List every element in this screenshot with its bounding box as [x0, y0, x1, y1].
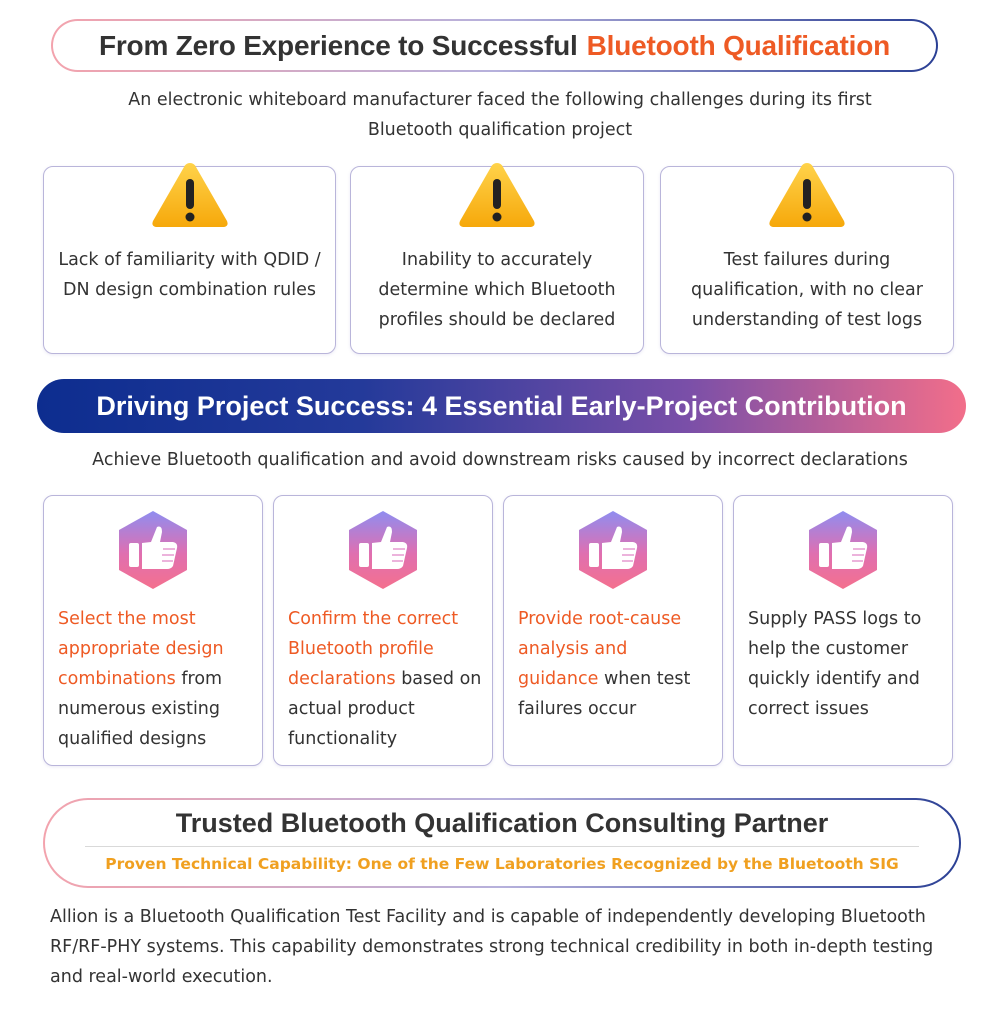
contribution-rest: Supply PASS logs to help the customer quickly identify and correct issues — [748, 609, 922, 719]
contribution-card — [733, 495, 953, 766]
contribution-card — [503, 495, 723, 766]
divider — [85, 846, 919, 847]
partner-title: Trusted Bluetooth Qualification Consulting Partner — [175, 808, 829, 838]
contribution-highlight: Confirm the correct Bluetooth profile declarations — [288, 609, 459, 689]
thumbs-up-icon — [345, 508, 421, 592]
thumbs-up-icon — [115, 508, 191, 592]
intro-text: An electronic whiteboard manufacturer faced the following challenges during its first Bluetooth qualification project — [128, 90, 872, 140]
challenge-text: Inability to accurately determine which Bluetooth profiles should be declared — [378, 250, 616, 330]
page-title-accent: Bluetooth Qualification — [586, 29, 891, 61]
footer-paragraph: Allion is a Bluetooth Qualification Test Facility and is capable of independently developing Bluetooth RF/RF-PHY systems. This capability demonstrates strong technical credibility in both in-depth testing and real-world execution. — [50, 907, 934, 987]
contribution-text — [58, 604, 252, 754]
contribution-card — [43, 495, 263, 766]
contribution-text — [748, 604, 942, 724]
warning-icon — [150, 159, 230, 231]
challenge-text: Lack of familiarity with QDID / DN design combination rules — [58, 250, 321, 300]
challenge-card — [350, 166, 644, 354]
thumbs-up-icon — [575, 508, 651, 592]
contribution-rest: based on actual product functionality — [288, 669, 482, 749]
challenge-text: Test failures during qualification, with no clear understanding of test logs — [691, 250, 923, 330]
contribution-highlight: Select the most appropriate design combinations — [58, 609, 224, 689]
section-band — [37, 379, 966, 433]
section-subtitle: Achieve Bluetooth qualification and avoid downstream risks caused by incorrect declarations — [92, 450, 908, 470]
thumbs-up-icon — [805, 508, 881, 592]
partner-subtitle: Proven Technical Capability: One of the Few Laboratories Recognized by the Bluetooth SIG — [105, 855, 899, 873]
contribution-text — [518, 604, 712, 724]
contribution-rest: when test failures occur — [518, 669, 691, 719]
partner-banner — [43, 798, 961, 888]
challenge-card — [660, 166, 954, 354]
contribution-highlight: Provide root-cause analysis and guidance — [518, 609, 682, 689]
page-title: From Zero Experience to Successful — [98, 29, 578, 61]
section-band-title: Driving Project Success: 4 Essential Early-Project Contribution — [96, 390, 907, 421]
contribution-rest: from numerous existing qualified designs — [58, 669, 223, 749]
contribution-text — [288, 604, 482, 754]
contribution-card — [273, 495, 493, 766]
challenge-card — [43, 166, 336, 354]
warning-icon — [767, 159, 847, 231]
title-banner — [51, 19, 938, 72]
warning-icon — [457, 159, 537, 231]
